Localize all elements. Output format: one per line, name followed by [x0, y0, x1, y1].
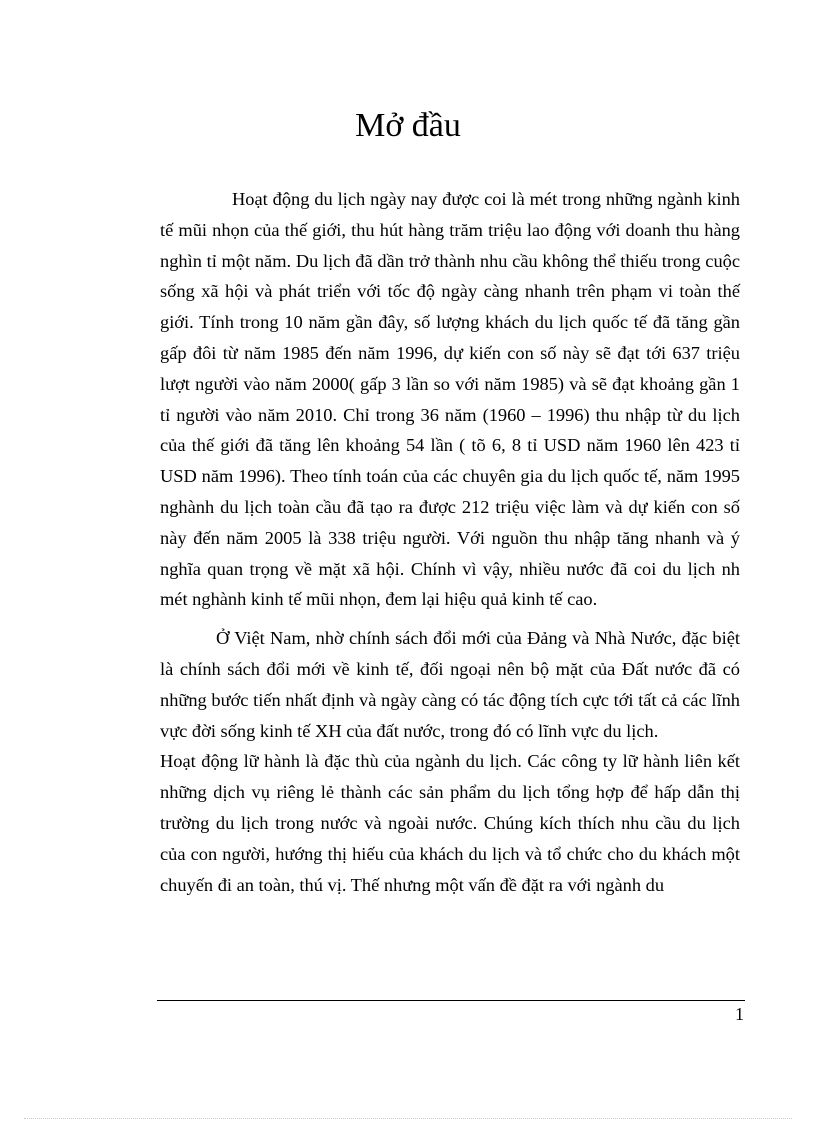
paragraph-vietnam: Ở Việt Nam, nhờ chính sách đổi mới của Đảng và Nhà Nước, đặc biệt là chính sách đổi mới về kinh tế, đối ngoại nên bộ mặt của Đất nước đã có những bước tiến nhất định và ngày càng có tác động tích cực tới tất cả các lĩnh vực đời sống kinh tế XH của đất nước, trong đó có lĩnh vực du lịch. — [160, 628, 740, 741]
paragraph-intro: Hoạt động du lịch ngày nay được coi là mét trong những ngành kinh tế mũi nhọn của thế giới, thu hút hàng trăm triệu lao động với doanh thu hàng nghìn tỉ một năm. Du lịch đã dần trở thành nhu cầu không thể thiếu trong cuộc sống xã hội và phát triển với tốc độ ngày càng nhanh trên phạm vi toàn thế giới. Tính trong 10 năm gần đây, số lượng khách du lịch quốc tế đã tăng gần gấp đôi từ năm 1985 đến năm 1996, dự kiến con số này sẽ đạt tới 637 triệu lượt người vào năm 2000( gấp 3 lần so với năm 1985) và sẽ đạt khoảng gần 1 tỉ người vào năm 2010. Chỉ trong 36 năm (1960 – 1996) thu nhập từ du lịch của thế giới đã tăng lên khoảng 54 lần ( tõ 6, 8 tỉ USD năm 1960 lên 423 tỉ USD năm 1996). Theo tính toán của các chuyên gia du lịch quốc tế, năm 1995 nghành du lịch toàn cầu đã tạo ra được 212 triệu việc làm và dự kiến con số này đến năm 2005 là 338 triệu người. Với nguồn thu nhập tăng nhanh và ý nghĩa quan trọng về mặt xã hội. Chính vì vậy, nhiều nước đã coi du lịch nh mét nghành kinh tế mũi nhọn, đem lại hiệu quả kinh tế cao. — [160, 189, 740, 610]
page-number: 1 — [735, 1004, 744, 1024]
page-bottom-edge — [24, 1118, 792, 1119]
footer-divider — [157, 1000, 745, 1001]
document-title: Mở đầu — [355, 107, 461, 144]
paragraph-travel-agencies: Hoạt động lữ hành là đặc thù của ngành du lịch. Các công ty lữ hành liên kết những dịch vụ riêng lẻ thành các sản phẩm du lịch tổng hợp để hấp dẫn thị trường du lịch trong nước và ngoài nước. Chúng kích thích nhu cầu du lịch của con người, hướng thị hiếu của khách du lịch và tổ chức cho du khách một chuyến đi an toàn, thú vị. Thế nhưng một vấn đề đặt ra với ngành du — [160, 751, 740, 895]
document-body — [160, 184, 740, 900]
